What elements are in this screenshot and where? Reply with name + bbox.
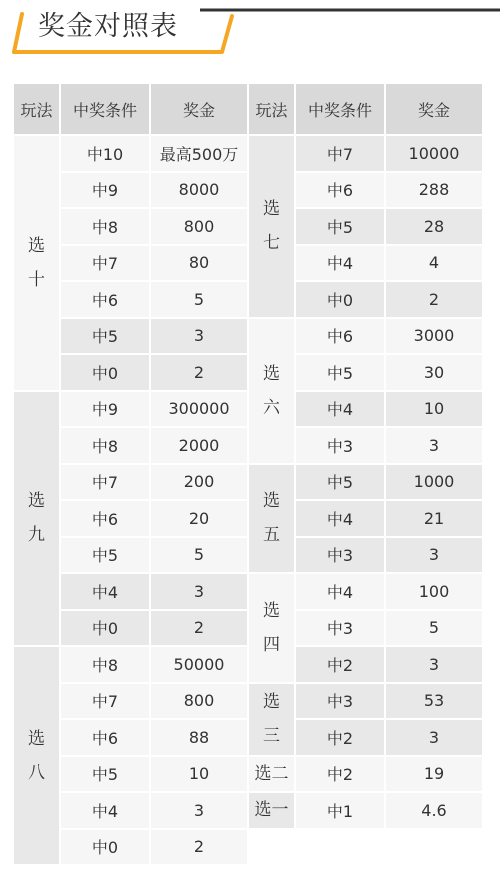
header-prize: 奖金: [151, 84, 247, 134]
prize-cell: 10: [151, 757, 247, 792]
prize-cell: 200: [151, 465, 247, 500]
condition-cell: 中9: [61, 392, 149, 427]
condition-cell: 中1: [296, 793, 384, 828]
play-type-cell: [249, 136, 294, 317]
table-row: [14, 465, 482, 500]
table-row: [14, 830, 482, 865]
condition-cell: 中0: [61, 355, 149, 390]
prize-cell: 28: [386, 209, 482, 244]
prize-cell: 10000: [386, 136, 482, 171]
table-row: [14, 684, 482, 719]
play-type-cell: [14, 136, 59, 390]
condition-cell: 中6: [61, 501, 149, 536]
table-row: [14, 209, 482, 244]
table-row: [14, 611, 482, 646]
play-type-cell: [249, 465, 294, 573]
condition-cell: 中7: [296, 136, 384, 171]
page-header: [0, 0, 500, 62]
table-row: [14, 136, 482, 171]
prize-cell: 100: [386, 574, 482, 609]
header-condition: 中奖条件: [296, 84, 384, 134]
condition-cell: 中3: [296, 684, 384, 719]
prize-cell: 80: [151, 246, 247, 281]
condition-cell: 中0: [61, 611, 149, 646]
prize-cell: 4: [386, 246, 482, 281]
header-play: 玩法: [249, 84, 294, 134]
prize-table: [12, 82, 484, 866]
condition-cell: 中4: [296, 246, 384, 281]
table-row: [14, 720, 482, 755]
condition-cell: 中5: [296, 209, 384, 244]
table-row: [14, 501, 482, 536]
play-type-cell: [14, 647, 59, 864]
prize-cell: 50000: [151, 647, 247, 682]
condition-cell: 中7: [61, 684, 149, 719]
prize-cell: 10: [386, 392, 482, 427]
condition-cell: 中3: [296, 538, 384, 573]
prize-cell: 300000: [151, 392, 247, 427]
table-row: [14, 392, 482, 427]
play-type-label: 选三: [263, 692, 280, 746]
table-row: [14, 574, 482, 609]
prize-cell: 2000: [151, 428, 247, 463]
play-type-label: 选四: [263, 600, 280, 655]
condition-cell: 中5: [296, 355, 384, 390]
condition-cell: 中5: [61, 757, 149, 792]
prize-cell: 5: [151, 282, 247, 317]
condition-cell: 中4: [296, 501, 384, 536]
header-prize: 奖金: [386, 84, 482, 134]
condition-cell: 中2: [296, 720, 384, 755]
play-type-cell: [249, 684, 294, 755]
prize-cell: 3: [151, 793, 247, 828]
prize-cell: 21: [386, 501, 482, 536]
table-row: [14, 647, 482, 682]
play-type-label: 选二: [254, 763, 289, 784]
prize-cell: 3: [151, 574, 247, 609]
prize-cell: 3: [386, 720, 482, 755]
condition-cell: 中2: [296, 647, 384, 682]
play-type-cell: [249, 757, 294, 792]
condition-cell: 中6: [296, 319, 384, 354]
empty-cell: [249, 830, 294, 865]
table-row: [14, 246, 482, 281]
prize-cell: 3000: [386, 319, 482, 354]
prize-cell: 5: [151, 538, 247, 573]
header-play: 玩法: [14, 84, 59, 134]
prize-cell: 20: [151, 501, 247, 536]
condition-cell: 中4: [296, 392, 384, 427]
condition-cell: 中0: [61, 830, 149, 865]
play-type-cell: [249, 319, 294, 463]
condition-cell: 中4: [61, 793, 149, 828]
page-title: 奖金对照表: [38, 11, 178, 42]
play-type-label: 选十: [28, 235, 45, 290]
prize-cell: 3: [386, 647, 482, 682]
condition-cell: 中7: [61, 465, 149, 500]
prize-cell: 1000: [386, 465, 482, 500]
play-type-label: 选八: [28, 728, 45, 783]
table-row: [14, 319, 482, 354]
prize-cell: 3: [386, 538, 482, 573]
prize-cell: 3: [151, 319, 247, 354]
header-condition: 中奖条件: [61, 84, 149, 134]
table-row: [14, 282, 482, 317]
prize-cell: 2: [386, 282, 482, 317]
table-row: [14, 428, 482, 463]
condition-cell: 中6: [61, 720, 149, 755]
play-type-label: 选七: [263, 199, 280, 254]
prize-cell: 2: [151, 611, 247, 646]
play-type-label: 选九: [28, 491, 45, 546]
condition-cell: 中7: [61, 246, 149, 281]
table-row: [14, 757, 482, 792]
prize-cell: 5: [386, 611, 482, 646]
table-row: [14, 793, 482, 828]
play-type-label: 选五: [263, 491, 280, 546]
prize-cell: 800: [151, 684, 247, 719]
condition-cell: 中5: [296, 465, 384, 500]
condition-cell: 中8: [61, 428, 149, 463]
condition-cell: 中5: [61, 319, 149, 354]
condition-cell: 中5: [61, 538, 149, 573]
condition-cell: 中6: [61, 282, 149, 317]
empty-cell: [296, 830, 384, 865]
table-row: [14, 355, 482, 390]
condition-cell: 中10: [61, 136, 149, 171]
prize-cell: 288: [386, 173, 482, 208]
condition-cell: 中4: [61, 574, 149, 609]
condition-cell: 中3: [296, 611, 384, 646]
table-row: [14, 538, 482, 573]
condition-cell: 中2: [296, 757, 384, 792]
condition-cell: 中9: [61, 173, 149, 208]
prize-cell: 最高500万: [151, 136, 247, 171]
play-type-cell: [249, 793, 294, 828]
condition-cell: 中0: [296, 282, 384, 317]
prize-cell: 3: [386, 428, 482, 463]
prize-cell: 800: [151, 209, 247, 244]
condition-cell: 中6: [296, 173, 384, 208]
prize-cell: 53: [386, 684, 482, 719]
prize-cell: 2: [151, 355, 247, 390]
empty-cell: [386, 830, 482, 865]
table-header-row: [14, 84, 482, 134]
table-body: [14, 136, 482, 864]
play-type-label: 选六: [263, 363, 280, 418]
prize-cell: 8000: [151, 173, 247, 208]
condition-cell: 中4: [296, 574, 384, 609]
prize-cell: 19: [386, 757, 482, 792]
play-type-cell: [249, 574, 294, 682]
condition-cell: 中8: [61, 209, 149, 244]
condition-cell: 中8: [61, 647, 149, 682]
prize-cell: 4.6: [386, 793, 482, 828]
play-type-cell: [14, 392, 59, 646]
play-type-label: 选一: [254, 800, 289, 821]
condition-cell: 中3: [296, 428, 384, 463]
prize-cell: 2: [151, 830, 247, 865]
prize-cell: 88: [151, 720, 247, 755]
table-row: [14, 173, 482, 208]
prize-cell: 30: [386, 355, 482, 390]
